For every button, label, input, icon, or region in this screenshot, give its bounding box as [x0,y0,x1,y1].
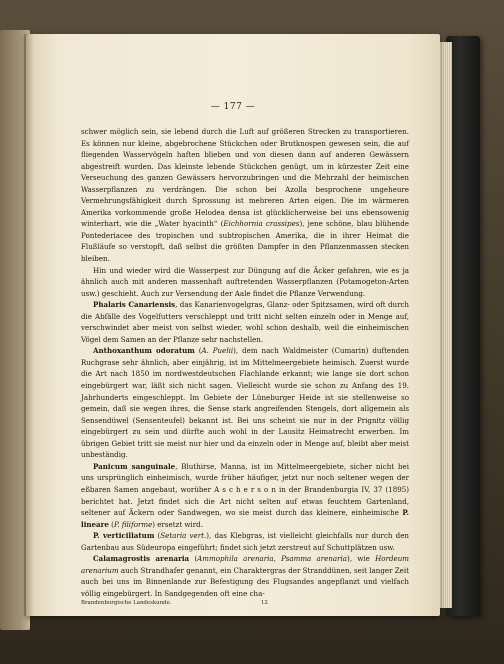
species-name: Anthoxanthum odoratum [93,346,195,356]
paragraph [81,299,409,345]
text-run: ( [108,519,114,529]
species-name: Phalaris Canariensis [93,300,176,310]
paragraph [81,553,409,599]
paragraph [81,461,409,530]
text-run: , Bluthirse, Manna, ist im Mittelmeergebiete, sicher nicht bei uns ursprünglich einheimisch, wurde früher häufiger, jetzt nur noch seltener wegen der eßbaren Samen angebaut, worüber A s c h e r s o n in der Brandenburgia IV, 37 (1895) berichtet hat. Jetzt findet sich die Art nicht selten auf etwas feuchtem Gartenland, seltener auf Äckern oder Sandwegen, wo sie meist durch das kleinere, einheimische [81,461,409,518]
text-run: schwer möglich sein, sie lebend durch die Luft auf größeren Strecken zu transportieren. Es können nur kleine, abgebrochene Stückchen oder Brutknospen gewesen sein, die auf fliegenden Wasservögeln haften blieben und von diesen dann auf anderen Gewässern abgestreift wurden. Das kleinste lebende Stückchen genügt, um in kürzester Zeit eine Verseuchung des ganzen Gewässers hervorzubringen und die Mehrzahl der heimischen Wasserpflanzen zu verdrängen. Die schon bei Azolla besprochene ungeheure Vermehrungsfähigkeit durch Sprossung ist mehreren Arten eigen. Die im wärmeren Amerika vorkommende große Helodea densa ist glücklicherweise bei uns ebensowenig winterhart, wie die „Water hyacinth“ ( [81,127,409,229]
text-run: ), das Klebgras, ist vielleicht gleichfalls nur durch den Gartenbau aus Südeuropa eingeführt; findet sich jetzt zerstreut auf Schuttplätzen usw. [81,531,409,552]
paragraph [81,345,409,460]
text-run: auch Strandhafer genannt, ein Charaktergras der Stranddünen, seit langer Zeit auch bei uns im Binnenlande zur Befestigung des Flugsandes angepflanzt und vielfach völlig eingebürgert. In Sandgegenden oft eine cha- [81,565,409,598]
italic-name: Setaria vert. [160,531,207,541]
text-run: ), wie [347,554,376,564]
italic-name: Eichhornia crassipes [223,219,300,229]
italic-name: P. filiforme [113,519,153,529]
italic-name: Hordeum arenarium [81,554,410,575]
text-run: ) ersetzt wird. [152,519,203,529]
species-name: Panicum sanguinale [93,461,176,471]
text-run: ), jene schöne, blau blühende Pontederiacee des tropischen und subtropischen Amerika, die in ihrer Heimat die Flußläufe so verstopft, daß selbst die größten Dampfer in den Pflanzenmassen stecken bleiben. [81,219,409,264]
italic-name: Ammophila arenaria, Psamma arenaria [197,554,348,564]
species-name: P. lineare [81,508,409,529]
paragraph [81,265,409,300]
page-edges [438,42,452,608]
species-name: Calamagrostis arenaria [93,554,190,564]
text-run: ( [154,531,161,541]
text-run: ( [194,346,202,356]
page-gutter-shadow [24,34,34,616]
text-run: ( [189,554,198,564]
paragraph [81,126,409,265]
italic-name: A. Puelii [201,346,234,356]
paragraph [81,530,409,553]
footer-signature: Brandenburgische Landeskunde. [81,600,172,606]
book-page [26,34,440,616]
text-run: , das Kanarienvogelgras, Glanz- oder Spitzsamen, wird oft durch die Abfälle des Vogelfutters verschleppt und tritt nicht selten einzeln oder in Menge auf, verschwindet aber meist von selbst wieder, wohl schon deshalb, weil die einheimischen Vögel dem Samen an der Pflanze sehr nachstellen. [81,300,409,344]
page-number: — 177 — [210,102,256,112]
text-run: ), dem nach Waldmeister (Cumarin) duftenden Ruchgrase sehr ähnlich, aber einjährig, ist im Mittelmeergebiete heimisch. Zuerst wurde die Art nach 1850 im nordwestdeutschen Flachlande erkannt; wie lange sie dort schon eingebürgert war, läßt sich nicht sagen. Vielleicht wurde sie schon zu Anfang des 19. Jahrhunderts eingeschleppt. Im Gebiete der Lüneburger Heide ist sie stellenweise so gemein, daß sie wegen ihres, die Sense stark angreifenden Stengels, dort allgemein als Sensendüwel (Sensenteufel) bekannt ist. Bei uns scheint sie nur in der Prignitz völlig eingebürgert zu sein und dürfte auch wohl in der Lausitz Heimatrecht erwerben. Im übrigen Gebiet tritt sie meist nur hier und da einzeln oder in Menge auf, bleibt aber meist unbeständig. [81,346,410,460]
species-name: P. verticillatum [93,531,155,541]
body-text [81,126,409,599]
footer-sheet-number: 12 [261,600,268,606]
text-run: Hin und wieder wird die Wasserpest zur Düngung auf die Äcker gefahren, wie es ja ähnlich auch mit anderen massenhaft auftretenden Wasserpflanzen (Potamogeton-Arten usw.) geschieht. Auch zur Versendung der Aale findet die Pflanze Verwendung. [81,265,409,298]
